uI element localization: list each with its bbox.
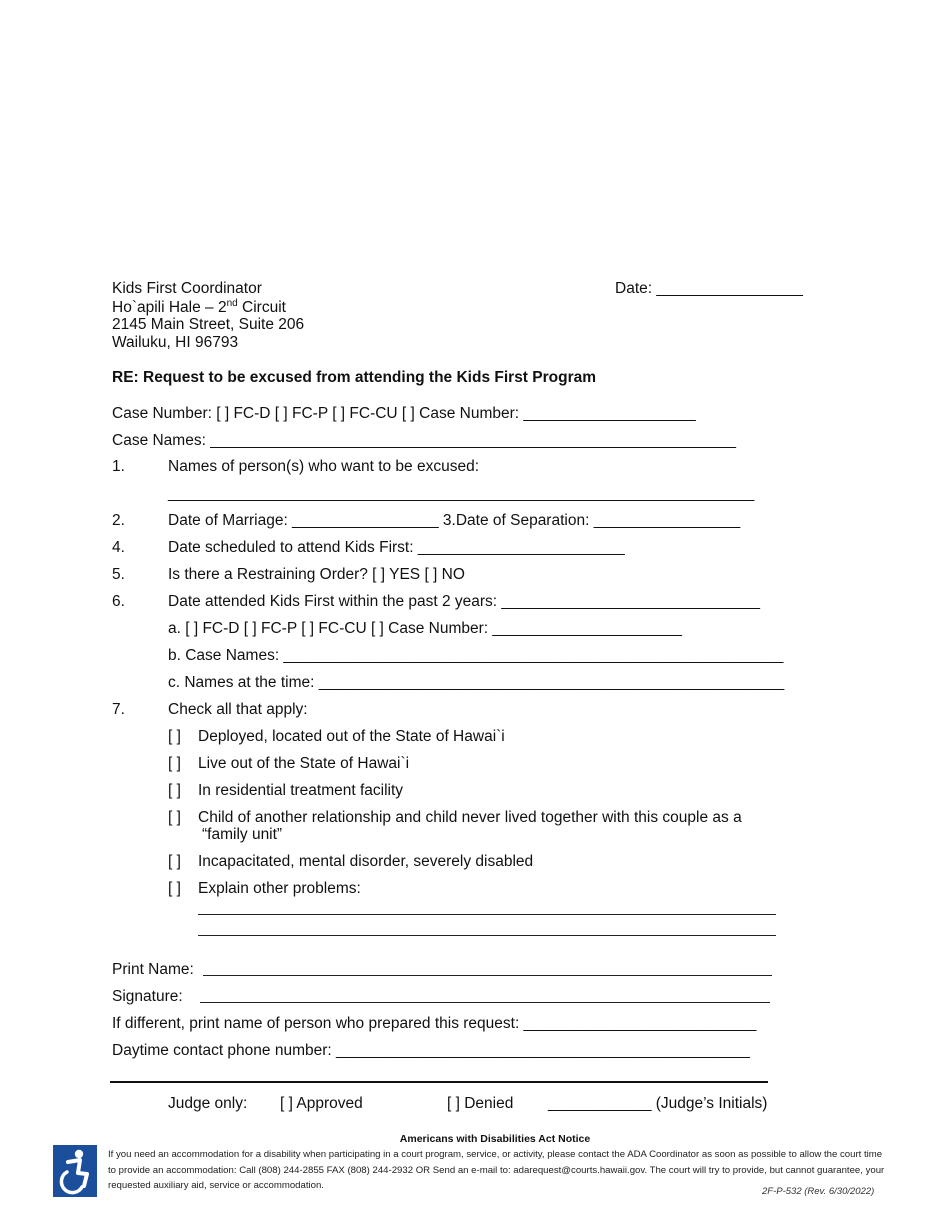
checkbox-other-problems[interactable]: [ ]: [168, 880, 181, 897]
case-names-line[interactable]: Case Names: _____________________________________________________________: [112, 432, 737, 449]
checklist-deployed-label: Deployed, located out of the State of Hawai`i: [198, 728, 505, 745]
re-heading: RE: Request to be excused from attending the Kids First Program: [112, 369, 597, 386]
item-number-2: 2.: [112, 512, 125, 529]
accessibility-icon: [53, 1145, 97, 1197]
item-1-label: Names of person(s) who want to be excused:: [168, 458, 480, 475]
address-line-3: 2145 Main Street, Suite 206: [112, 316, 305, 333]
checklist-residential-treatment-label: In residential treatment facility: [198, 782, 404, 799]
checklist-child-other-relationship-label: Child of another relationship and child never lived together with this couple as a: [198, 809, 742, 826]
case-number-line[interactable]: Case Number: [ ] FC-D [ ] FC-P [ ] FC-CU [ ] Case Number: ____________________: [112, 405, 696, 422]
judge-approved-checkbox[interactable]: [ ] Approved: [280, 1095, 363, 1112]
explain-blank-line-1[interactable]: [198, 914, 776, 915]
item-6-date-attended[interactable]: Date attended Kids First within the past 2 years: ______________________________: [168, 593, 761, 610]
print-name-line[interactable]: [203, 975, 772, 976]
judge-denied-checkbox[interactable]: [ ] Denied: [447, 1095, 514, 1112]
checkbox-child-other-relationship[interactable]: [ ]: [168, 809, 181, 826]
item-number-7: 7.: [112, 701, 125, 718]
item-4-date-scheduled[interactable]: Date scheduled to attend Kids First: ________________________: [168, 539, 625, 556]
phone-field[interactable]: Daytime contact phone number: ________________________________________________: [112, 1042, 750, 1059]
checkbox-residential-treatment[interactable]: [ ]: [168, 782, 181, 799]
judge-divider: [110, 1081, 768, 1083]
print-name-label: Print Name:: [112, 961, 194, 978]
checklist-child-other-relationship-label-cont: “family unit”: [202, 826, 283, 843]
checkbox-out-of-state[interactable]: [ ]: [168, 755, 181, 772]
item-7-label: Check all that apply:: [168, 701, 308, 718]
checklist-other-problems-label: Explain other problems:: [198, 880, 361, 897]
form-number: 2F-P-532 (Rev. 6/30/2022): [762, 1186, 875, 1197]
judge-only-label: Judge only:: [168, 1095, 248, 1112]
ada-notice-title: Americans with Disabilities Act Notice: [399, 1133, 591, 1145]
item-6c-names-at-time[interactable]: c. Names at the time: ______________________________________________________: [168, 674, 785, 691]
explain-blank-line-2[interactable]: [198, 935, 776, 936]
item-6b-case-names[interactable]: b. Case Names: __________________________________________________________: [168, 647, 784, 664]
item-number-6: 6.: [112, 593, 125, 610]
date-field[interactable]: Date: _________________: [615, 280, 803, 297]
ada-notice-text: If you need an accommodation for a disability when participating in a court program, service, or activity, please contact the ADA Coordinator as soon as possible to allow the court time to provide an accommodation: Call (808) 244-2855 FAX (808) 244-2932 OR Send an e-mail to: adarequest@courts.hawaii.gov. The court will try to provide, but cannot guarantee, your requested auxiliary aid, service or accommodation.: [108, 1149, 885, 1191]
address-line-4: Wailuku, HI 96793: [112, 334, 239, 351]
signature-line[interactable]: [200, 1002, 770, 1003]
checklist-incapacitated-label: Incapacitated, mental disorder, severely disabled: [198, 853, 534, 870]
item-number-5: 5.: [112, 566, 125, 583]
prepared-by-field[interactable]: If different, print name of person who prepared this request: ___________________________: [112, 1015, 757, 1032]
checkbox-incapacitated[interactable]: [ ]: [168, 853, 181, 870]
checklist-out-of-state-label: Live out of the State of Hawai`i: [198, 755, 410, 772]
item-number-1: 1.: [112, 458, 125, 475]
item-number-4: 4.: [112, 539, 125, 556]
signature-label: Signature:: [112, 988, 183, 1005]
address-line-1: Kids First Coordinator: [112, 280, 262, 297]
address-line-2: Ho`apili Hale – 2nd Circuit: [112, 298, 286, 317]
item-5-restraining-order[interactable]: Is there a Restraining Order? [ ] YES [ ] NO: [168, 566, 465, 583]
item-2-dates[interactable]: Date of Marriage: _________________ 3.Date of Separation: _________________: [168, 512, 741, 529]
item-6a-case-type[interactable]: a. [ ] FC-D [ ] FC-P [ ] FC-CU [ ] Case Number: ______________________: [168, 620, 683, 637]
checkbox-deployed[interactable]: [ ]: [168, 728, 181, 745]
item-1-blank[interactable]: ____________________________________________________________________: [168, 485, 755, 502]
judge-initials-field[interactable]: ____________ (Judge’s Initials): [548, 1095, 768, 1112]
